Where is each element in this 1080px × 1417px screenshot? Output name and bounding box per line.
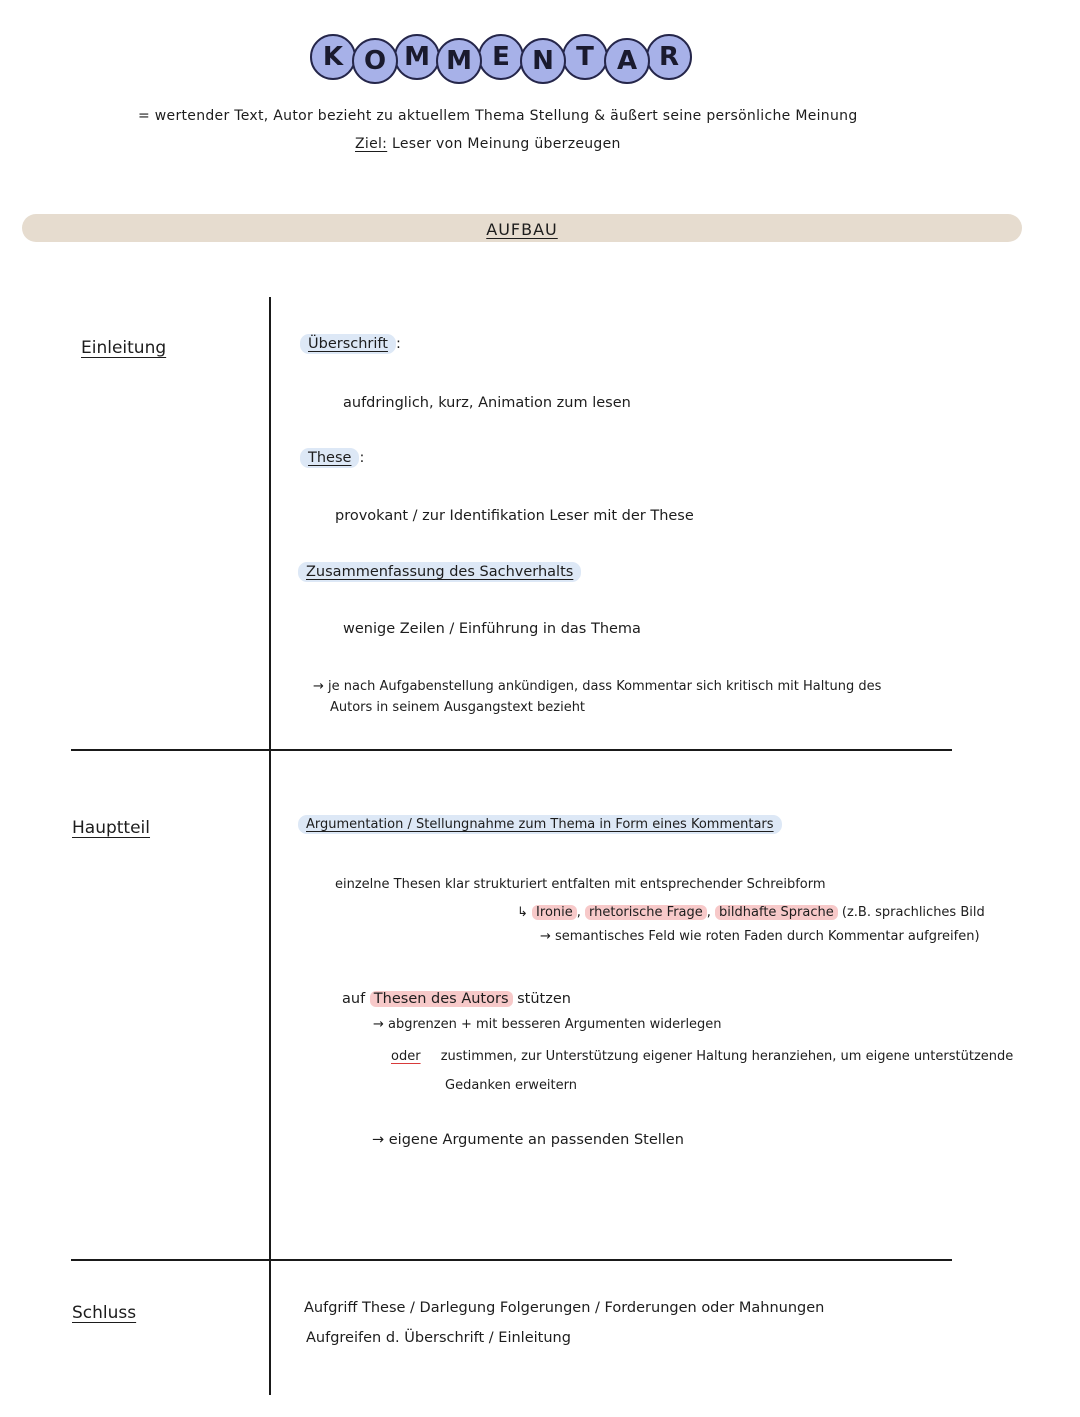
- stilmittel-line: ↳ Ironie , rhetorische Frage , bildhafte Sprache (z.B. sprachliches Bild: [517, 905, 985, 920]
- bildhafte-sprache-highlight: bildhafte Sprache: [715, 905, 838, 920]
- zusammenfassung-text: wenige Zeilen / Einführung in das Thema: [343, 621, 641, 637]
- section-label-schluss: Schluss: [72, 1303, 137, 1323]
- rhetorische-frage-highlight: rhetorische Frage: [585, 905, 707, 920]
- these-text: provokant / zur Identifikation Leser mit der These: [335, 508, 694, 524]
- goal-text: Leser von Meinung überzeugen: [391, 136, 621, 152]
- title-letter: K: [310, 34, 356, 80]
- title-letter: A: [604, 38, 650, 84]
- title-letter: M: [394, 34, 440, 80]
- hauptteil-heading: Argumentation / Stellungnahme zum Thema in Form eines Kommentars: [298, 817, 782, 832]
- aufbau-title: AUFBAU: [486, 220, 558, 239]
- title-letter: T: [562, 34, 608, 80]
- goal-label: Ziel:: [355, 136, 388, 152]
- title-letter: R: [646, 34, 692, 80]
- hauptteil-line1: einzelne Thesen klar strukturiert entfalten mit entsprechender Schreibform: [335, 877, 826, 892]
- ironie-highlight: Ironie: [532, 905, 577, 920]
- section-label-einleitung: Einleitung: [81, 338, 167, 358]
- oder-label: oder: [391, 1049, 421, 1064]
- einleitung-note-line2: Autors in seinem Ausgangstext bezieht: [330, 700, 586, 715]
- table-divider-2: [71, 1259, 952, 1261]
- goal-line: [355, 136, 621, 152]
- ueberschrift-heading: Überschrift :: [300, 336, 401, 352]
- table-divider-1: [71, 749, 952, 751]
- ueberschrift-text: aufdringlich, kurz, Animation zum lesen: [343, 395, 631, 411]
- thesen-autors-line: auf Thesen des Autors stützen: [342, 991, 571, 1007]
- schluss-line2: Aufgreifen d. Überschrift / Einleitung: [306, 1330, 571, 1346]
- title-letter: N: [520, 38, 566, 84]
- title-bubbles: [310, 34, 688, 84]
- gedanken-line: Gedanken erweitern: [445, 1078, 577, 1093]
- oder-line: oder zustimmen, zur Unterstützung eigener Haltung heranziehen, um eigene unterstützende: [391, 1049, 1014, 1064]
- semantic-line: → semantisches Feld wie roten Faden durch Kommentar aufgreifen): [540, 929, 980, 944]
- eigene-argumente-line: → eigene Argumente an passenden Stellen: [372, 1132, 684, 1148]
- title-letter: E: [478, 34, 524, 80]
- abgrenzen-line: → abgrenzen + mit besseren Argumenten widerlegen: [373, 1017, 722, 1032]
- zusammenfassung-heading: Zusammenfassung des Sachverhalts: [298, 564, 581, 580]
- definition-line: = wertender Text, Autor bezieht zu aktuellem Thema Stellung & äußert seine persönliche Meinung: [138, 108, 858, 124]
- these-heading: These :: [300, 450, 364, 466]
- table-vertical-divider: [269, 297, 271, 1395]
- thesen-autors-highlight: Thesen des Autors: [370, 991, 513, 1007]
- schluss-line1: Aufgriff These / Darlegung Folgerungen / Forderungen oder Mahnungen: [304, 1300, 825, 1316]
- section-label-hauptteil: Hauptteil: [72, 818, 151, 838]
- title-letter: O: [352, 38, 398, 84]
- title-letter: M: [436, 38, 482, 84]
- einleitung-note-line1: → je nach Aufgabenstellung ankündigen, dass Kommentar sich kritisch mit Haltung des: [313, 679, 882, 694]
